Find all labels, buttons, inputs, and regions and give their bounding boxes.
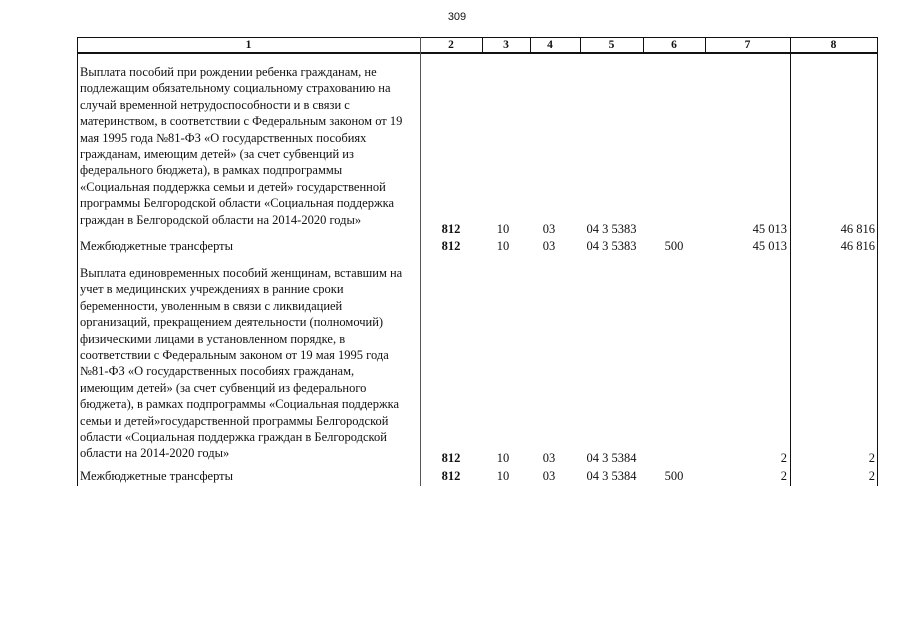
cell-subsection: 03 xyxy=(542,222,556,236)
description-line: беременности, уволенным в связи с ликвидацией xyxy=(80,298,343,313)
description-line: учет в медицинских учреждениях в ранние сроки xyxy=(80,282,344,297)
cell-amount-col8: 2 xyxy=(868,469,875,483)
header-col-2: 2 xyxy=(448,39,454,51)
cell-subsection: 03 xyxy=(542,469,556,483)
description-line: федерального бюджета), в рамках подпрограммы xyxy=(80,163,343,178)
cell-ministry-code: 812 xyxy=(441,469,461,483)
description-line: области на 2014-2020 годы» xyxy=(80,446,230,461)
col-divider xyxy=(77,37,78,486)
header-bottom-border xyxy=(77,52,878,54)
header-col-4: 4 xyxy=(547,39,553,51)
cell-amount-col7: 45 013 xyxy=(752,239,787,253)
description-line: Выплата пособий при рождении ребенка гражданам, не xyxy=(80,65,377,79)
header-col-6: 6 xyxy=(671,39,677,51)
cell-amount-col7: 2 xyxy=(780,451,787,465)
description-line: граждан в Белгородской области на 2014-2020 годы» xyxy=(80,212,362,227)
description-line: семьи и детей»государственной программы Белгородской xyxy=(80,413,389,428)
cell-ministry-code: 812 xyxy=(441,239,461,253)
description-line: физическими лицами в установленном порядке, в xyxy=(80,331,346,346)
description-line: имеющим детей» (за счет субвенций из федерального xyxy=(80,380,367,395)
description-line: случай временной нетрудоспособности и в связи с xyxy=(80,97,350,112)
description-line: №81-ФЗ «О государственных пособиях гражданам, xyxy=(80,364,355,379)
description-line: Межбюджетные трансферты xyxy=(80,469,234,483)
cell-section: 10 xyxy=(496,222,510,236)
cell-amount-col8: 2 xyxy=(868,451,875,465)
cell-amount-col8: 46 816 xyxy=(840,222,875,236)
cell-expense-type: 500 xyxy=(664,469,684,483)
description-line: области «Социальная поддержка граждан в Белгородской xyxy=(80,430,387,445)
cell-amount-col7: 45 013 xyxy=(752,222,787,236)
cell-section: 10 xyxy=(496,469,510,483)
row-description xyxy=(80,238,233,254)
description-line: подлежащим обязательному социальному страхованию на xyxy=(80,81,391,96)
description-line: «Социальная поддержка семьи и детей» государственной xyxy=(80,179,386,194)
cell-section: 10 xyxy=(496,451,510,465)
header-col-3: 3 xyxy=(503,39,509,51)
cell-target-article: 04 3 5383 xyxy=(586,239,637,253)
page-number: 309 xyxy=(447,11,467,23)
col-divider xyxy=(790,37,791,486)
cell-ministry-code: 812 xyxy=(441,222,461,236)
description-line: организаций, прекращением деятельности (полномочий) xyxy=(80,315,384,330)
cell-expense-type xyxy=(643,221,705,237)
description-line: соответствии с Федеральным законом от 19 мая 1995 года xyxy=(80,348,389,363)
cell-target-article: 04 3 5384 xyxy=(586,451,637,465)
col-divider xyxy=(877,37,878,486)
cell-amount-col7: 2 xyxy=(780,469,787,483)
header-col-1: 1 xyxy=(245,39,252,51)
description-line: бюджета), в рамках подпрограммы «Социальная поддержка xyxy=(80,397,400,412)
cell-ministry-code: 812 xyxy=(441,451,461,465)
header-col-7: 7 xyxy=(744,39,751,51)
description-line: мая 1995 года №81-ФЗ «О государственных пособиях xyxy=(80,130,367,145)
cell-amount-col8: 46 816 xyxy=(840,239,875,253)
description-line: материнством, в соответствии с Федеральным законом от 19 xyxy=(80,114,403,129)
cell-section: 10 xyxy=(496,239,510,253)
cell-target-article: 04 3 5384 xyxy=(586,469,637,483)
header-col-8: 8 xyxy=(830,39,837,51)
description-line: Выплата единовременных пособий женщинам, вставшим на xyxy=(80,266,403,280)
row-description xyxy=(80,64,402,228)
cell-subsection: 03 xyxy=(542,239,556,253)
row-description xyxy=(80,265,402,462)
description-line: Межбюджетные трансферты xyxy=(80,239,234,253)
header-col-5: 5 xyxy=(608,39,615,51)
cell-target-article: 04 3 5383 xyxy=(586,222,637,236)
cell-expense-type xyxy=(643,450,705,466)
description-line: гражданам, имеющим детей» (за счет субвенций из xyxy=(80,147,354,162)
col-divider xyxy=(420,37,421,486)
description-line: программы Белгородской области «Социальная поддержка xyxy=(80,196,395,211)
row-description xyxy=(80,468,233,484)
cell-expense-type: 500 xyxy=(664,239,684,253)
cell-subsection: 03 xyxy=(542,451,556,465)
